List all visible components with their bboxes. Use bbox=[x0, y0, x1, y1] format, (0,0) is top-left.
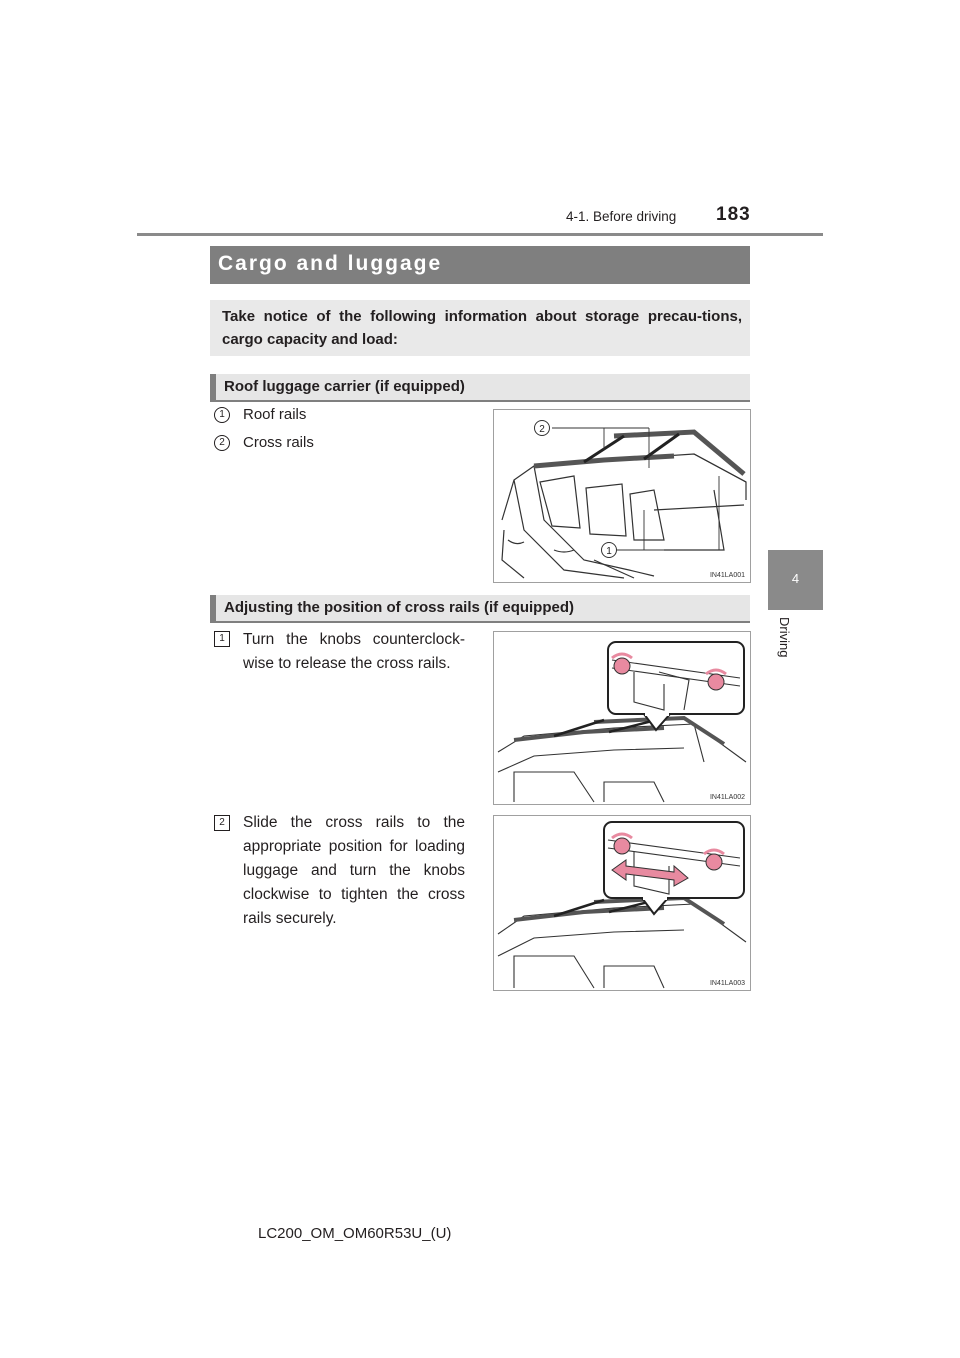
section-reference: 4-1. Before driving bbox=[566, 209, 677, 224]
item-number-2: 2 bbox=[214, 435, 230, 451]
figure-code: IN41LA003 bbox=[709, 980, 745, 987]
roof-carrier-figure bbox=[493, 409, 751, 583]
left-knob-icon bbox=[614, 838, 630, 854]
adjust-section-heading: Adjusting the position of cross rails (if equipped) bbox=[210, 595, 750, 621]
intro-text: Take notice of the following information about storage precau-tions, cargo capacity and load: bbox=[222, 308, 742, 348]
page-number: 183 bbox=[716, 204, 751, 225]
slide-rails-figure bbox=[493, 815, 751, 991]
step-1-text: Turn the knobs counterclock-wise to release the cross rails. bbox=[243, 631, 465, 672]
callout-2: 2 bbox=[539, 424, 545, 435]
step-number-1: 1 bbox=[214, 631, 230, 647]
right-knob-icon bbox=[708, 674, 724, 690]
step-2-text: Slide the cross rails to the appropriate position for loading luggage and turn the knobs clockwise to tighten the cross rails securely. bbox=[243, 814, 465, 927]
item-number-1: 1 bbox=[214, 407, 230, 423]
header-rule bbox=[137, 233, 823, 236]
figure-code: IN41LA001 bbox=[709, 572, 745, 579]
item-label-cross-rails: Cross rails bbox=[243, 434, 314, 451]
callout-1: 1 bbox=[606, 546, 612, 557]
release-knobs-illustration bbox=[494, 632, 750, 804]
vehicle-roof-illustration bbox=[494, 410, 750, 582]
roof-section-heading: Roof luggage carrier (if equipped) bbox=[210, 374, 750, 400]
release-knobs-figure bbox=[493, 631, 751, 805]
item-label-roof-rails: Roof rails bbox=[243, 406, 307, 423]
chapter-tab-number: 4 bbox=[791, 571, 800, 586]
document-code: LC200_OM_OM60R53U_(U) bbox=[258, 1225, 452, 1242]
page-title: Cargo and luggage bbox=[218, 252, 443, 275]
left-knob-icon bbox=[614, 658, 630, 674]
slide-rails-illustration bbox=[494, 816, 750, 990]
figure-code: IN41LA002 bbox=[709, 794, 745, 801]
chapter-tab-label: Driving bbox=[777, 617, 792, 658]
right-knob-icon bbox=[706, 854, 722, 870]
step-number-2: 2 bbox=[214, 815, 230, 831]
